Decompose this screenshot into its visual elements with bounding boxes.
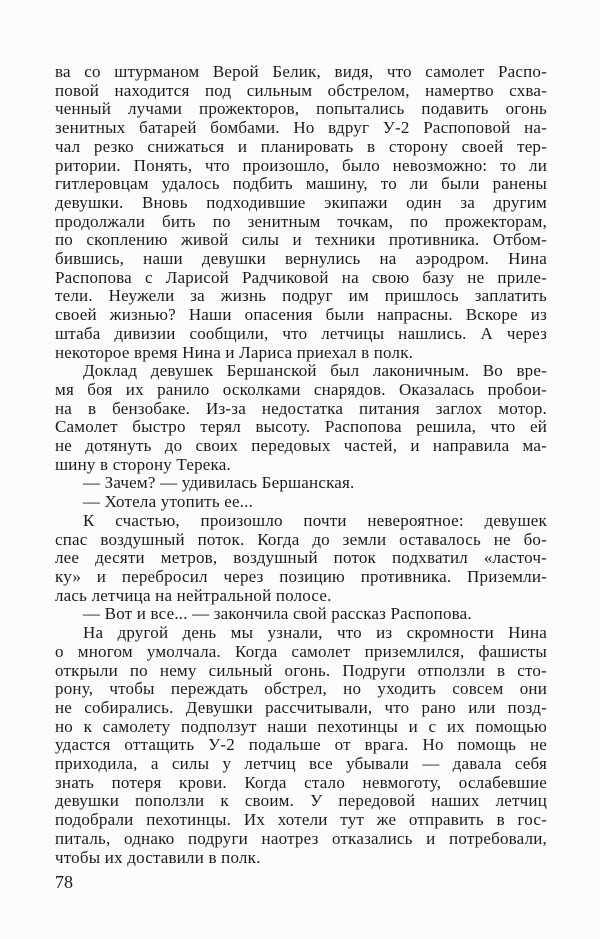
text-line: Доклад девушек Бершанской был лаконичным. Во вре- [83, 361, 547, 381]
text-line: открыли по нему сильный огонь. Подруги отползли в сто- [55, 660, 547, 680]
text-line: подобрали пехотинцы. Их хотели тут же отправить в гос- [55, 810, 547, 830]
text-line: спас воздушный поток. Когда до земли оставалось не бо- [55, 529, 547, 549]
text-line: бившись, наши девушки вернулись на аэродром. Нина [55, 249, 547, 269]
text-line: зенитных батарей бомбами. Но вдруг У-2 Распоповой на- [55, 118, 547, 138]
text-line: штаба дивизии сообщили, что летчицы нашлись. А через [55, 323, 547, 343]
text-line: ку» и перебросил через позицию противника. Приземли- [55, 566, 547, 586]
text-line: на в бензобаке. Из-за недостатка питания заглох мотор. [55, 398, 547, 418]
text-line: по скоплению живой силы и техники противника. Отбом- [55, 230, 547, 250]
text-line: шину в сторону Терека. [55, 454, 231, 474]
text-line: лась летчица на нейтральной полосе. [55, 585, 332, 605]
text-line: но к самолету подползут наши пехотинцы и с их помощью [55, 716, 547, 736]
text-line: не собирались. Девушки рассчитывали, что рано или позд- [55, 697, 547, 717]
text-line: лее десяти метров, воздушный поток подхватил «ласточ- [55, 548, 547, 568]
page-number: 78 [55, 872, 73, 892]
text-line: чтобы их доставили в полк. [55, 847, 261, 867]
text-line: повой находится под сильным обстрелом, намертво схва- [55, 80, 547, 100]
text-line: Самолет быстро терял высоту. Распопова решила, что ей [55, 417, 547, 437]
text-line: некоторое время Нина и Лариса приехал в полк. [55, 342, 414, 362]
text-line: К счастью, произошло почти невероятное: девушек [83, 510, 547, 530]
text-line: девушки поползли к своим. У передовой наших летчиц [55, 791, 547, 811]
text-line: гитлеровцам удалось подбить машину, то ли были ранены [55, 174, 547, 194]
text-line: Распопова с Ларисой Радчиковой на свою базу не приле- [55, 267, 547, 287]
text-line: мя боя их ранило осколками снарядов. Оказалась пробои- [55, 379, 547, 399]
text-line: о многом умолчала. Когда самолет приземлился, фашисты [55, 641, 547, 661]
text-line: ритории. Понять, что произошло, было невозможно: то ли [55, 155, 547, 175]
text-line: — Вот и все... — закончила свой рассказ Распопова. [83, 604, 472, 624]
text-line: продолжали бить по зенитным точкам, по прожекторам, [55, 211, 547, 231]
text-line: девушки. Вновь подходившие экипажи один за другим [55, 192, 547, 212]
text-line: ва со штурманом Верой Белик, видя, что самолет Распо- [55, 62, 547, 81]
text-block [55, 63, 547, 867]
text-line: На другой день мы узнали, что из скромности Нина [83, 623, 547, 643]
text-line: рону, чтобы переждать обстрел, но уходить совсем они [55, 679, 547, 699]
text-line: не дотянуть до своих передовых частей, и направила ма- [55, 436, 547, 456]
text-line: своей жизнью? Наши опасения были напрасны. Вскоре из [55, 305, 547, 325]
text-line: чал резко снижаться и планировать в сторону своей тер- [55, 136, 547, 156]
text-line: знать потеря крови. Когда стало невмоготу, ослабевшие [55, 772, 547, 792]
text-line: питаль, однако подруги наотрез отказались и потребовали, [55, 828, 547, 848]
text-line: — Зачем? — удивилась Бершанская. [83, 473, 355, 493]
text-line: приходила, а силы у летчиц все убывали — давала себя [55, 754, 547, 774]
text-line: тели. Неужели за жизнь подруг им пришлось заплатить [55, 286, 547, 306]
text-line: ченный лучами прожекторов, попытались подавить огонь [55, 99, 547, 119]
text-line: удастся оттащить У-2 подальше от врага. Но помощь не [55, 735, 547, 755]
text-line: — Хотела утопить ее... [83, 492, 254, 512]
